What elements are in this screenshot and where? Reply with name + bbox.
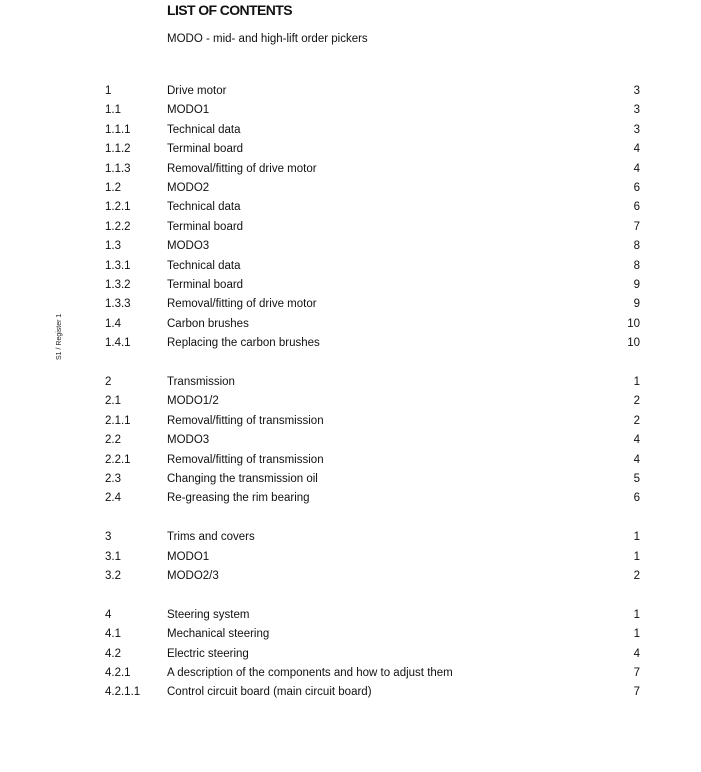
page-title: LIST OF CONTENTS <box>167 2 292 18</box>
toc-entry-page: 7 <box>633 667 640 679</box>
toc-entry-title: MODO3 <box>167 434 210 446</box>
toc-entry-number: 1.1.1 <box>105 124 131 136</box>
toc-entry-page: 1 <box>633 551 640 563</box>
toc-entry <box>0 393 701 409</box>
toc-entry-title: Control circuit board (main circuit board) <box>167 686 372 698</box>
toc-entry-title: Drive motor <box>167 85 227 97</box>
toc-entry-page: 2 <box>633 395 640 407</box>
toc-entry <box>0 413 701 429</box>
toc-entry-page: 5 <box>633 473 640 485</box>
toc-entry-page: 4 <box>633 454 640 466</box>
toc-entry <box>0 607 701 623</box>
toc-entry-number: 3.1 <box>105 551 121 563</box>
toc-entry-number: 1.3.3 <box>105 298 131 310</box>
toc-entry-page: 6 <box>633 492 640 504</box>
toc-entry-page: 4 <box>633 163 640 175</box>
toc-entry <box>0 180 701 196</box>
toc-entry <box>0 374 701 390</box>
toc-entry-page: 8 <box>633 260 640 272</box>
toc-entry-number: 1.2.2 <box>105 221 131 233</box>
toc-entry-number: 2.2.1 <box>105 454 131 466</box>
toc-entry-number: 1.1.3 <box>105 163 131 175</box>
toc-entry-title: Transmission <box>167 376 235 388</box>
toc-entry-number: 2.4 <box>105 492 121 504</box>
toc-entry-page: 1 <box>633 376 640 388</box>
toc-entry-title: Removal/fitting of drive motor <box>167 163 317 175</box>
toc-entry-page: 9 <box>633 279 640 291</box>
toc-entry-page: 2 <box>633 570 640 582</box>
toc-entry-title: Removal/fitting of transmission <box>167 415 324 427</box>
toc-entry-title: Electric steering <box>167 648 249 660</box>
toc-entry-number: 4.2.1.1 <box>105 686 141 698</box>
toc-entry-number: 2.1.1 <box>105 415 131 427</box>
toc-entry-page: 3 <box>633 85 640 97</box>
toc-entry-title: Terminal board <box>167 279 244 291</box>
toc-entry <box>0 684 701 700</box>
toc-entry <box>0 199 701 215</box>
toc-entry-page: 10 <box>627 318 640 330</box>
toc-entry-page: 9 <box>633 298 640 310</box>
toc-entry-page: 1 <box>633 531 640 543</box>
toc-entry-number: 3.2 <box>105 570 121 582</box>
side-register-label: S1 / Register 1 <box>56 313 63 360</box>
toc-entry-number: 4.2.1 <box>105 667 131 679</box>
toc-entry <box>0 626 701 642</box>
toc-entry <box>0 219 701 235</box>
toc-entry-number: 1.1.2 <box>105 143 131 155</box>
toc-entry-title: A description of the components and how to adjust them <box>167 667 453 679</box>
toc-entry-number: 1 <box>105 85 112 97</box>
toc-entry <box>0 102 701 118</box>
toc-entry-page: 3 <box>633 104 640 116</box>
toc-entry-page: 6 <box>633 182 640 194</box>
toc-entry-title: Trims and covers <box>167 531 255 543</box>
toc-entry-title: Steering system <box>167 609 250 621</box>
toc-entry-page: 8 <box>633 240 640 252</box>
toc-entry-page: 3 <box>633 124 640 136</box>
toc-entry-title: MODO2 <box>167 182 210 194</box>
toc-entry <box>0 490 701 506</box>
toc-entry-title: Mechanical steering <box>167 628 270 640</box>
toc-entry-number: 3 <box>105 531 112 543</box>
toc-entry-title: MODO1 <box>167 551 210 563</box>
page-subtitle: MODO - mid- and high-lift order pickers <box>167 33 368 45</box>
toc-entry-page: 4 <box>633 648 640 660</box>
toc-entry-page: 2 <box>633 415 640 427</box>
toc-entry-title: Technical data <box>167 124 241 136</box>
toc-entry-title: MODO1/2 <box>167 395 219 407</box>
toc-entry-number: 2.1 <box>105 395 121 407</box>
toc-entry-number: 2 <box>105 376 112 388</box>
toc-entry-number: 1.4.1 <box>105 337 131 349</box>
toc-entry-number: 1.3.2 <box>105 279 131 291</box>
toc-entry-page: 10 <box>627 337 640 349</box>
toc-entry-title: MODO1 <box>167 104 210 116</box>
toc-entry <box>0 568 701 584</box>
toc-entry-title: MODO3 <box>167 240 210 252</box>
toc-entry-page: 7 <box>633 221 640 233</box>
toc-entry <box>0 549 701 565</box>
toc-entry-title: Terminal board <box>167 221 244 233</box>
toc-entry <box>0 258 701 274</box>
toc-entry-title: Removal/fitting of drive motor <box>167 298 317 310</box>
toc-entry-number: 1.3 <box>105 240 121 252</box>
toc-entry <box>0 238 701 254</box>
toc-entry-page: 7 <box>633 686 640 698</box>
toc-entry <box>0 529 701 545</box>
toc-entry-title: Terminal board <box>167 143 244 155</box>
toc-entry-number: 4.1 <box>105 628 121 640</box>
toc-entry-page: 1 <box>633 628 640 640</box>
toc-entry <box>0 665 701 681</box>
toc-entry <box>0 161 701 177</box>
toc-entry-number: 4 <box>105 609 112 621</box>
toc-entry-number: 4.2 <box>105 648 121 660</box>
toc-entry <box>0 335 701 351</box>
toc-entry-page: 4 <box>633 143 640 155</box>
toc-entry-title: Carbon brushes <box>167 318 249 330</box>
toc-entry <box>0 316 701 332</box>
toc-entry <box>0 277 701 293</box>
toc-entry-page: 6 <box>633 201 640 213</box>
toc-entry-title: Replacing the carbon brushes <box>167 337 320 349</box>
toc-entry <box>0 452 701 468</box>
toc-entry-page: 4 <box>633 434 640 446</box>
toc-entry <box>0 122 701 138</box>
toc-entry-number: 1.4 <box>105 318 121 330</box>
toc-entry <box>0 432 701 448</box>
toc-entry-number: 2.3 <box>105 473 121 485</box>
toc-entry-title: MODO2/3 <box>167 570 219 582</box>
toc-entry-title: Re-greasing the rim bearing <box>167 492 310 504</box>
toc-entry-page: 1 <box>633 609 640 621</box>
toc-entry <box>0 141 701 157</box>
toc-entry-title: Technical data <box>167 260 241 272</box>
toc-entry <box>0 83 701 99</box>
toc-entry <box>0 296 701 312</box>
toc-entry-number: 2.2 <box>105 434 121 446</box>
toc-entry-number: 1.1 <box>105 104 121 116</box>
toc-entry-title: Changing the transmission oil <box>167 473 318 485</box>
toc-entry-number: 1.2.1 <box>105 201 131 213</box>
toc-entry <box>0 471 701 487</box>
toc-entry-title: Technical data <box>167 201 241 213</box>
toc-entry-title: Removal/fitting of transmission <box>167 454 324 466</box>
toc-entry-number: 1.3.1 <box>105 260 131 272</box>
toc-entry-number: 1.2 <box>105 182 121 194</box>
toc-entry <box>0 646 701 662</box>
